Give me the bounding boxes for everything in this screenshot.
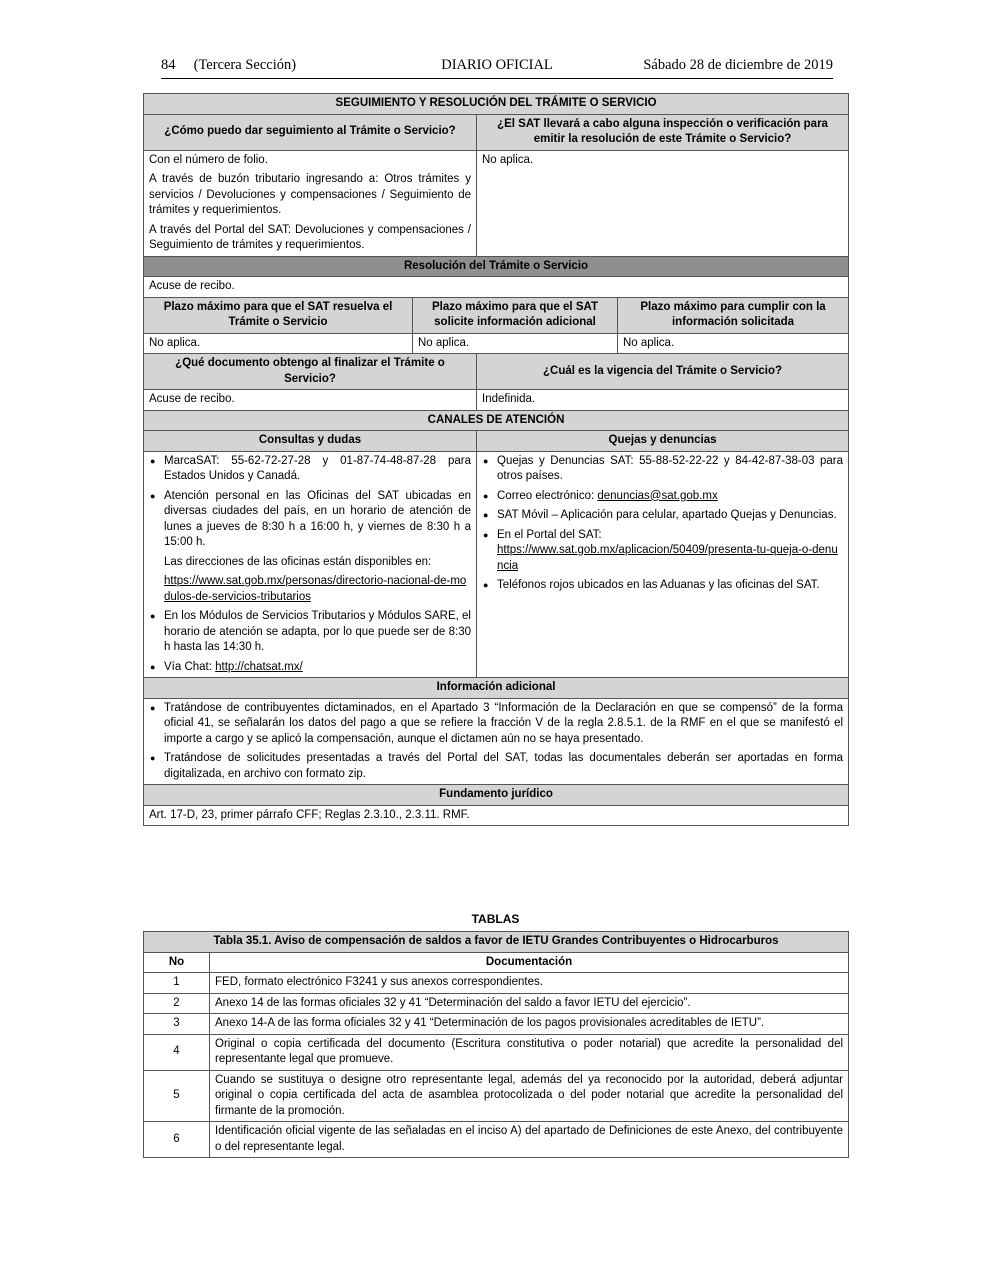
correo-label: Correo electrónico: [497,489,598,502]
publication-date: Sábado 28 de diciembre de 2019 [643,57,833,73]
plazo-cumplir-value: No aplica. [618,333,849,354]
row-no: 2 [144,993,210,1014]
list-item: ● Tratándose de contribuyentes dictaminados, en el Apartado 3 “Información de la Declaración en que se compensó” de la forma oficial 41, se señalarán los datos del pago a que se refiere la fracción V de la regla 2.8.5.1. de la RMF en el que se manifestó el importe a cargo y se aplicó la compensación, aunque el dictamen aún no se haya presentado. [164,701,843,748]
directorio-link[interactable]: https://www.sat.gob.mx/personas/directorio-nacional-de-modulos-de-servicios-tributarios [164,575,467,603]
a-seguimiento [144,150,477,256]
col-no-header: No [144,952,210,973]
row-no: 4 [144,1034,210,1070]
list-item: ● Tratándose de solicitudes presentadas a través del Portal del SAT, todas las documentales deberán ser aportadas en forma digitalizada, en archivo con formato zip. [164,751,843,782]
q-documento: ¿Qué documento obtengo al finalizar el Trámite o Servicio? [144,354,477,390]
quejas-list-cell [477,451,849,678]
info-list [149,701,843,783]
row-no: 5 [144,1070,210,1122]
consultas-title: Consultas y dudas [144,431,477,452]
list-item: ● En los Módulos de Servicios Tributarios y Módulos SARE, el horario de atención se adapta, por lo que puede ser de 8:30 h hasta las 14:30 h. [164,609,471,656]
list-item [497,489,843,505]
table-row [144,973,849,994]
table-title: Tabla 35.1. Aviso de compensación de saldos a favor de IETU Grandes Contribuyentes o Hidrocarburos [144,932,849,953]
list-item: ● Quejas y Denuncias SAT: 55-88-52-22-22 y 84-42-87-38-03 para otros países. [497,454,843,485]
publication-title: DIARIO OFICIAL [441,57,553,73]
row-doc: Anexo 14-A de las forma oficiales 32 y 41 “Determinación de los pagos provisionales acreditables de IETU”. [210,1014,849,1035]
oficinas-note: Las direcciones de las oficinas están disponibles en: [164,555,432,568]
info-list-cell [144,698,849,785]
seguimiento-portal: A través del Portal del SAT: Devoluciones y compensaciones / Seguimiento de trámites y requerimientos. [149,223,471,251]
plazo-resuelva-value: No aplica. [144,333,413,354]
seguimiento-folio: Con el número de folio. [149,153,268,166]
plazo-solicite-header: Plazo máximo para que el SAT solicite información adicional [413,297,618,333]
row-no: 6 [144,1122,210,1158]
plazo-resuelva-header: Plazo máximo para que el SAT resuelva el Trámite o Servicio [144,297,413,333]
quejas-title: Quejas y denuncias [477,431,849,452]
list-item: ● Teléfonos rojos ubicados en las Aduanas y las oficinas del SAT. [497,578,843,594]
consultas-list [149,454,471,676]
col-doc-header: Documentación [210,952,849,973]
row-no: 1 [144,973,210,994]
page-header [161,56,833,79]
row-doc: Cuando se sustituya o designe otro representante legal, además del ya reconocido por la autoridad, deberá adjuntar original o copia certificada del acta de asamblea protocolizada o del poder notarial que acredite la personalidad del firmante de la promoción. [210,1070,849,1122]
plazo-solicite-value: No aplica. [413,333,618,354]
row-doc: Identificación oficial vigente de las señaladas en el inciso A) del apartado de Definiciones de este Anexo, del contribuyente o del representante legal. [210,1122,849,1158]
a-documento: Acuse de recibo. [144,390,477,411]
fundamento-value: Art. 17-D, 23, primer párrafo CFF; Reglas 2.3.10., 2.3.11. RMF. [144,805,849,826]
q-seguimiento: ¿Cómo puedo dar seguimiento al Trámite o Servicio? [144,114,477,150]
portal-label: ● En el Portal del SAT: [497,528,602,541]
table-row [144,1014,849,1035]
chat-link[interactable]: http://chatsat.mx/ [215,660,303,673]
list-item: ● SAT Móvil – Aplicación para celular, apartado Quejas y Denuncias. [497,508,843,524]
canales-title: CANALES DE ATENCIÓN [144,410,849,431]
fundamento-title: Fundamento jurídico [144,785,849,806]
list-item [164,660,471,676]
consultas-list-cell [144,451,477,678]
a-inspeccion: No aplica. [477,150,849,256]
seguimiento-title: SEGUIMIENTO Y RESOLUCIÓN DEL TRÁMITE O SERVICIO [144,94,849,115]
table-row [144,993,849,1014]
row-doc: FED, formato electrónico F3241 y sus anexos correspondientes. [210,973,849,994]
table-row [144,1070,849,1122]
quejas-list [482,454,843,594]
page-number-section: 84 (Tercera Sección) [161,57,297,73]
list-item [164,489,471,606]
chat-label: Vía Chat: [164,660,216,673]
documentacion-table [143,931,849,1158]
info-title: Información adicional [144,678,849,699]
table-row [144,1122,849,1158]
correo-link[interactable]: denuncias@sat.gob.mx [597,489,718,502]
tablas-title: TABLAS [471,912,520,926]
table-row [144,1034,849,1070]
atencion-personal-text: Atención personal en las Oficinas del SAT ubicadas en diversas ciudades del país, en un horario de atención de lunes a jueves de 8:30 h a 16:00 h, y viernes de 8:30 h a 15:00 h. [164,489,471,548]
row-no: 3 [144,1014,210,1035]
q-inspeccion: ¿El SAT llevará a cabo alguna inspección o verificación para emitir la resolución de este Trámite o Servicio? [477,114,849,150]
resolucion-value: Acuse de recibo. [144,277,849,298]
q-vigencia: ¿Cuál es la vigencia del Trámite o Servicio? [477,354,849,390]
row-doc: Original o copia certificada del documento (Escritura constitutiva o poder notarial) que acredite la personalidad del representante legal que promueve. [210,1034,849,1070]
plazo-cumplir-header: Plazo máximo para cumplir con la información solicitada [618,297,849,333]
row-doc: Anexo 14 de las formas oficiales 32 y 41 “Determinación del saldo a favor IETU del ejercicio”. [210,993,849,1014]
queja-link[interactable]: https://www.sat.gob.mx/aplicacion/50409/presenta-tu-queja-o-denuncia [497,544,838,572]
list-item: ● MarcaSAT: 55-62-72-27-28 y 01-87-74-48-87-28 para Estados Unidos y Canadá. [164,454,471,485]
resolucion-title: Resolución del Trámite o Servicio [144,256,849,277]
list-item [497,528,843,575]
a-vigencia: Indefinida. [477,390,849,411]
seguimiento-buzon: A través de buzón tributario ingresando a: Otros trámites y servicios / Devoluciones y compensaciones / Seguimiento de trámites y requerimientos. [149,173,471,216]
tramite-table [143,93,849,826]
